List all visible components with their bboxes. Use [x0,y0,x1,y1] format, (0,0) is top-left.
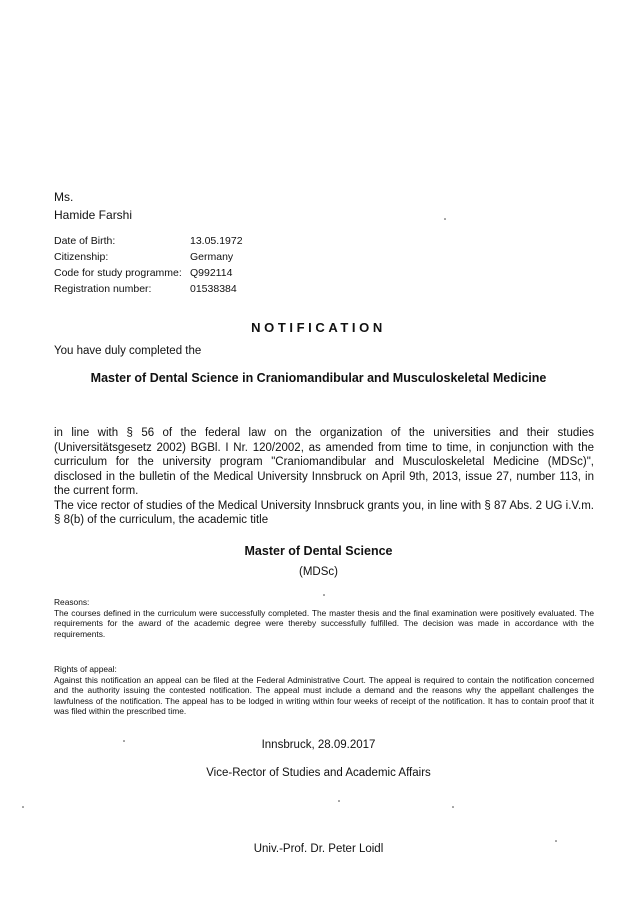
detail-row-study-code [54,265,243,281]
recipient-block [54,188,132,224]
detail-value: Q992114 [190,267,233,279]
document-title: NOTIFICATION [251,320,386,335]
program-name: Master of Dental Science in Craniomandibular and Musculoskeletal Medicine [90,371,547,385]
degree-abbreviation: (MDSc) [299,566,338,578]
scan-speck [123,740,125,742]
appeal-section [54,664,594,717]
detail-label: Registration number: [54,283,152,295]
recipient-name: Hamide Farshi [54,208,133,222]
body-paragraph [54,426,594,528]
detail-value: 13.05.1972 [190,235,243,247]
detail-value: Germany [190,251,234,263]
scan-speck [323,594,325,596]
appeal-text: Against this notification an appeal can be filed at the Federal Administrative Court. The appeal is required to contain the notification concerned and the authority issuing the contested notification. The appeal must include a demand and the reasons why the appellant challenges the lawfulness of the notification. The appeal has to be lodged in writing within four weeks of receipt of the notification. It has to contain proof that it was filed within the prescribed time. [54,674,594,717]
scan-speck [22,806,24,808]
details-table [54,233,243,297]
detail-label: Date of Birth: [54,235,116,247]
recipient-salutation: Ms. [54,190,74,204]
scan-speck [444,218,446,220]
detail-value: 01538384 [190,283,237,295]
intro-text: You have duly completed the [54,345,202,357]
reasons-text: The courses defined in the curriculum were successfully completed. The master thesis and the final examination were positively evaluated. The requirements for the award of the academic degree were thereby successfully fulfilled. The decision was made in accordance with the requirements. [54,607,594,639]
scan-speck [338,800,340,802]
detail-label: Code for study programme: [54,267,182,279]
detail-row-registration-number [54,281,243,297]
reasons-section [54,597,594,639]
signer-role: Vice-Rector of Studies and Academic Affairs [206,767,431,779]
scan-speck [555,840,557,842]
scan-speck [452,806,454,808]
reasons-heading: Reasons: [54,597,90,607]
appeal-heading: Rights of appeal: [54,664,117,674]
degree-title: Master of Dental Science [244,544,393,558]
body-text: in line with § 56 of the federal law on the organization of the universities and their studies (Universitätsgesetz 2002) BGBl. I Nr. 120/2002, as amended from time to time, in conjunction with the curriculum for the university program "Craniomandibular and Musculoskeletal Medicine (MDSc)", disclosed in the bulletin of the Medical University Innsbruck on April 9th, 2013, issue 27, number 113, in the current form. [54,427,594,497]
detail-row-citizenship [54,249,243,265]
place-date: Innsbruck, 28.09.2017 [261,739,376,751]
body-text-grant: The vice rector of studies of the Medical University Innsbruck grants you, in line with § 87 Abs. 2 UG i.V.m. § 8(b) of the curriculum, the academic title [54,499,594,526]
signer-name: Univ.-Prof. Dr. Peter Loidl [253,843,384,855]
detail-label: Citizenship: [54,251,109,263]
detail-row-date-of-birth [54,233,243,249]
